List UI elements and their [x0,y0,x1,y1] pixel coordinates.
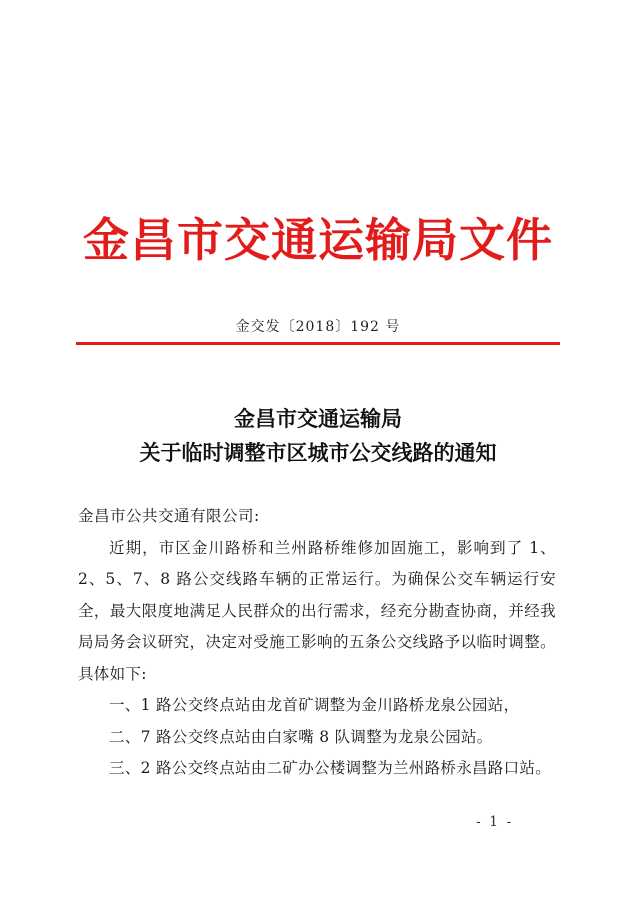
notice-title [0,402,636,470]
body-paragraph-item-1: 一、1 路公交终点站由龙首矿调整为金川路桥龙泉公园站， [109,696,520,714]
addressee: 金昌市公共交通有限公司: [78,507,260,525]
notice-body [78,501,556,785]
page-number: - 1 - [476,814,514,830]
body-paragraph-item-2: 二、7 路公交终点站由白家嘴 8 队调整为龙泉公园站。 [109,727,493,746]
document-number: 金交发〔2018〕192 号 [235,319,401,335]
notice-title-line-1: 金昌市交通运输局 [234,406,402,431]
notice-title-line-2: 关于临时调整市区城市公交线路的通知 [139,440,497,465]
body-paragraph-intro: 近期，市区金川路桥和兰州路桥维修加固施工，影响到了 1、2、5、7、8 路公交线路车辆的正常运行。为确保公交车辆运行安全，最大限度地满足人民群众的出行需求，经充分勘查协商，并经我局局务会议研究，决定对受施工影响的五条公交线路予以临时调整。具体如下: [78,538,556,683]
red-divider-line [76,342,560,345]
body-paragraph-item-3: 三、2 路公交终点站由二矿办公楼调整为兰州路桥永昌路口站。 [109,759,551,777]
issuing-authority-header: 金昌市交通运输局文件 [83,213,553,267]
